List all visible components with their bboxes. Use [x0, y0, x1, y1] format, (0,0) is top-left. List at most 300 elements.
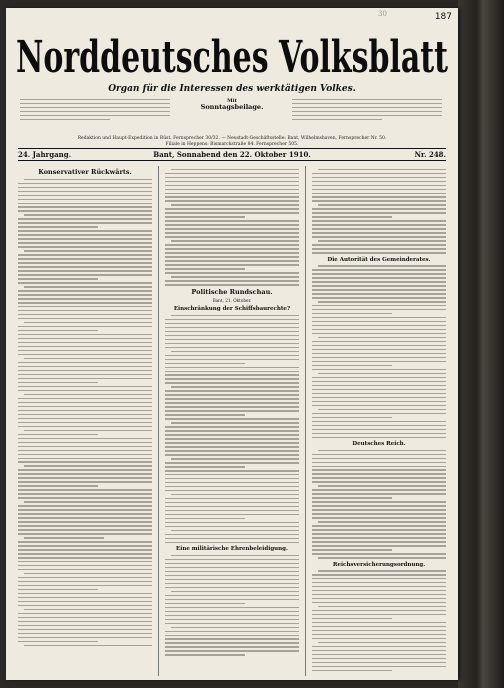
text-line [18, 434, 98, 435]
text-line [18, 422, 152, 423]
text-line [18, 254, 152, 255]
text-line [312, 598, 446, 599]
text-line [165, 599, 299, 600]
text-line [18, 238, 152, 239]
text-line [24, 286, 152, 287]
text-line [165, 526, 299, 527]
text-line [18, 302, 152, 303]
text-line [18, 262, 152, 263]
text-line [318, 169, 446, 170]
text-line [165, 216, 245, 217]
text-line [165, 450, 299, 451]
text-line [312, 248, 446, 249]
text-line [312, 293, 446, 294]
text-line [18, 378, 152, 379]
text-line [165, 454, 299, 455]
text-line [318, 606, 446, 607]
text-line [318, 373, 446, 374]
text-line [312, 658, 446, 659]
text-line [171, 386, 299, 387]
text-line [18, 617, 152, 618]
center-box-line1: Mit [227, 98, 237, 104]
text-line [165, 181, 299, 182]
address-line: Redaktion und Haupt-Expedition in Rüst. Fernsprecher 30/32. — Neustadt-Geschäftsstelle: Bant, Wilhelmshaven, Fernsprecher Nr. 50. [77, 136, 387, 141]
text-line [318, 642, 446, 643]
text-line [312, 236, 446, 237]
text-line [171, 169, 299, 170]
text-line [312, 586, 446, 587]
col3-heading-2: Deutsches Reich. [352, 440, 406, 447]
text-line [312, 610, 446, 611]
text-line [18, 593, 152, 594]
text-line [18, 362, 152, 363]
text-line [312, 578, 446, 579]
text-line [312, 454, 446, 455]
text-line [18, 195, 152, 196]
text-line [18, 597, 152, 598]
text-line [318, 409, 446, 410]
text-line [312, 481, 446, 482]
text-line [165, 542, 299, 543]
text-line [312, 421, 446, 422]
text-line [312, 313, 392, 314]
address-line-2: Filiale in Heppens: Bismarckstraße 84. Fernsprecher 505. [165, 142, 299, 147]
text-line [18, 258, 152, 259]
text-line [318, 337, 446, 338]
text-line [18, 517, 152, 518]
text-line [165, 482, 299, 483]
text-line [312, 224, 446, 225]
text-line [165, 502, 299, 503]
text-line [165, 406, 299, 407]
text-line [312, 185, 446, 186]
text-line [318, 240, 446, 241]
text-line [18, 210, 152, 211]
masthead-title-svg [12, 24, 452, 82]
text-line [18, 294, 152, 295]
text-line [18, 577, 152, 578]
text-line [312, 381, 446, 382]
text-line [18, 469, 152, 470]
text-line [171, 276, 299, 277]
text-line [312, 489, 446, 490]
text-line [165, 244, 299, 245]
text-line [165, 414, 245, 415]
text-line [18, 246, 152, 247]
text-line [18, 621, 152, 622]
text-line [165, 173, 299, 174]
text-line [312, 466, 446, 467]
text-line [165, 583, 299, 584]
text-line [165, 208, 299, 209]
text-line [312, 670, 392, 671]
text-line [18, 633, 152, 634]
text-line [18, 493, 152, 494]
right-info-box [292, 96, 442, 134]
text-line [18, 569, 152, 570]
text-line [165, 268, 245, 269]
text-line [165, 430, 299, 431]
text-line [312, 509, 446, 510]
text-line [165, 474, 299, 475]
text-line [18, 509, 152, 510]
text-line [312, 574, 446, 575]
text-line [312, 173, 446, 174]
text-line [18, 330, 98, 331]
text-line [312, 349, 446, 350]
text-line [18, 234, 152, 235]
text-line [312, 469, 446, 470]
text-line [318, 301, 446, 302]
text-line [165, 264, 299, 265]
text-line [318, 570, 446, 571]
text-line [165, 559, 299, 560]
text-line [165, 335, 299, 336]
text-line [18, 442, 152, 443]
text-line [165, 272, 299, 273]
col3-heading-1: Die Autorität des Gemeinderates. [327, 256, 431, 263]
text-line [165, 355, 299, 356]
text-line [312, 622, 446, 623]
text-line [24, 358, 152, 359]
text-line [165, 595, 299, 596]
text-line [312, 433, 446, 434]
text-line [18, 545, 152, 546]
text-line [312, 525, 446, 526]
text-line [312, 413, 446, 414]
text-line [165, 478, 299, 479]
text-line [312, 208, 446, 209]
text-line [18, 489, 152, 490]
text-line [165, 189, 299, 190]
masthead-title: Norddeutsches Volksblatt [16, 32, 449, 82]
text-line [312, 277, 446, 278]
text-line [165, 611, 299, 612]
col2-heading: Politische Rundschau. [191, 288, 273, 297]
text-line [18, 605, 152, 606]
text-line [18, 274, 152, 275]
text-line [165, 193, 299, 194]
text-line [318, 521, 446, 522]
text-line [165, 177, 299, 178]
text-line [165, 343, 299, 344]
text-line [171, 494, 299, 495]
text-line [312, 497, 392, 498]
text-line [165, 587, 299, 588]
text-line [18, 637, 152, 638]
text-line [165, 410, 299, 411]
text-line [312, 365, 392, 366]
text-line [312, 545, 446, 546]
text-line [312, 630, 446, 631]
archive-stamp: 30 [378, 10, 387, 18]
text-line [165, 248, 299, 249]
text-line [165, 623, 299, 624]
text-line [18, 398, 152, 399]
text-line [165, 367, 299, 368]
text-line [18, 521, 152, 522]
text-line [165, 280, 299, 281]
text-line [18, 533, 152, 534]
text-line [165, 236, 299, 237]
text-line [18, 266, 152, 267]
text-line [18, 625, 152, 626]
text-line [18, 230, 152, 231]
text-line [165, 498, 299, 499]
masthead [12, 24, 452, 82]
text-line [312, 405, 446, 406]
text-line [165, 390, 299, 391]
text-line [312, 393, 446, 394]
text-line [18, 290, 152, 291]
text-line [171, 555, 299, 556]
text-line [18, 454, 152, 455]
text-line [312, 252, 446, 253]
text-line [312, 193, 446, 194]
text-line [312, 232, 446, 233]
text-line [165, 185, 299, 186]
text-line [165, 486, 299, 487]
text-line [18, 473, 152, 474]
text-line [312, 473, 446, 474]
text-line [18, 561, 152, 562]
text-line [312, 618, 392, 619]
text-line [18, 242, 152, 243]
text-line [18, 334, 152, 335]
subtitle: Organ für die Interessen des werktätigen Volkes. [108, 84, 356, 94]
text-line [165, 563, 299, 564]
text-line [165, 638, 299, 639]
text-line [165, 228, 299, 229]
text-line [312, 181, 446, 182]
text-line [165, 438, 299, 439]
text-line [312, 501, 446, 502]
text-line [312, 397, 446, 398]
text-line [312, 317, 446, 318]
text-line [18, 541, 152, 542]
text-line [312, 377, 446, 378]
text-line [18, 589, 98, 590]
text-line [165, 224, 299, 225]
text-line [165, 442, 299, 443]
center-box-line2: Sonntagsbeilage. [200, 103, 264, 111]
text-line [312, 602, 446, 603]
volume: 24. Jahrgang. [18, 150, 72, 159]
text-line [312, 417, 392, 418]
newspaper-page [6, 8, 458, 680]
col3-heading-3: Reichsversicherungsordnung. [332, 561, 426, 568]
text-line [312, 437, 446, 438]
text-line [312, 646, 446, 647]
text-line [165, 650, 299, 651]
text-line [165, 538, 299, 539]
text-line [312, 541, 446, 542]
text-line [18, 446, 152, 447]
text-line [312, 244, 446, 245]
text-line [312, 196, 446, 197]
text-line [312, 549, 392, 550]
text-line [18, 370, 152, 371]
text-line [165, 434, 299, 435]
text-line [318, 204, 446, 205]
text-line [165, 646, 299, 647]
col2-dateline: Bant, 21. Oktober. [212, 298, 252, 304]
text-line [318, 557, 446, 558]
text-line [318, 265, 446, 266]
text-line [312, 273, 446, 274]
text-line [165, 232, 299, 233]
text-line [312, 329, 446, 330]
text-line [312, 361, 446, 362]
text-line [18, 505, 152, 506]
text-line [312, 425, 446, 426]
text-line [18, 450, 152, 451]
text-line [312, 212, 446, 213]
text-line [312, 289, 446, 290]
text-line [312, 533, 446, 534]
text-line [18, 342, 152, 343]
text-line [18, 438, 152, 439]
column-3 [312, 166, 446, 678]
text-line [18, 418, 152, 419]
text-line [165, 635, 299, 636]
text-line [24, 645, 152, 646]
text-line [18, 298, 152, 299]
text-line [312, 228, 446, 229]
text-line [165, 323, 299, 324]
text-line [24, 573, 152, 574]
text-line [165, 522, 299, 523]
text-line [18, 374, 152, 375]
text-line [171, 204, 299, 205]
text-line [18, 183, 152, 184]
text-line [312, 200, 446, 201]
text-line [165, 418, 299, 419]
text-line [165, 327, 299, 328]
bottom-rule [18, 160, 446, 161]
text-line [24, 214, 152, 215]
text-line [18, 557, 152, 558]
text-line [165, 382, 299, 383]
text-line [312, 614, 446, 615]
text-line [18, 326, 152, 327]
text-line [312, 553, 446, 554]
text-line [165, 615, 299, 616]
text-line [165, 212, 299, 213]
text-line [18, 426, 152, 427]
text-line [312, 582, 446, 583]
text-line [171, 591, 299, 592]
text-line [171, 530, 299, 531]
text-line [165, 510, 299, 511]
text-line [312, 357, 446, 358]
text-line [165, 256, 299, 257]
text-line [18, 310, 152, 311]
text-line [18, 601, 152, 602]
text-line [165, 196, 299, 197]
text-line [165, 378, 299, 379]
text-line [18, 513, 152, 514]
text-line [165, 534, 299, 535]
text-line [312, 666, 446, 667]
text-line [18, 346, 152, 347]
text-line [165, 252, 299, 253]
text-line [312, 429, 446, 430]
text-line [165, 220, 299, 221]
text-line [18, 206, 152, 207]
text-line [24, 179, 152, 180]
center-box [194, 98, 270, 110]
text-line [165, 514, 299, 515]
text-line [18, 525, 152, 526]
col2-subheading-2: Eine militärische Ehrenbeleidigung. [176, 546, 288, 553]
text-line [312, 594, 446, 595]
text-line [18, 306, 152, 307]
text-line [165, 200, 299, 201]
text-line [312, 285, 446, 286]
text-line [18, 390, 152, 391]
text-line [312, 662, 446, 663]
text-line [312, 325, 446, 326]
text-line [312, 401, 446, 402]
text-line [165, 619, 299, 620]
text-line [18, 187, 152, 188]
text-line [312, 626, 446, 627]
text-line [312, 369, 446, 370]
text-line [318, 450, 446, 451]
text-line [18, 402, 152, 403]
text-line [165, 402, 299, 403]
text-line [18, 226, 98, 227]
text-line [165, 567, 299, 568]
text-line [312, 333, 446, 334]
text-line [18, 318, 152, 319]
text-line [165, 347, 299, 348]
text-line [18, 477, 152, 478]
text-line [165, 394, 299, 395]
text-line [18, 585, 152, 586]
text-line [312, 638, 446, 639]
text-line [312, 297, 446, 298]
text-line [18, 481, 152, 482]
text-line [312, 177, 446, 178]
text-line [165, 518, 245, 519]
text-line [18, 338, 152, 339]
text-line [312, 305, 446, 306]
text-line [18, 199, 152, 200]
text-line [165, 426, 299, 427]
text-line [312, 537, 446, 538]
text-line [24, 609, 152, 610]
text-line [165, 319, 299, 320]
top-rule [18, 148, 446, 149]
text-line [171, 315, 299, 316]
text-line [18, 497, 152, 498]
column-separator [158, 166, 159, 676]
text-line [165, 331, 299, 332]
text-line [165, 462, 299, 463]
text-line [165, 470, 299, 471]
text-line [18, 529, 152, 530]
col2-subheading: Einschränkung der Schiffsbaurechte? [173, 306, 291, 313]
text-line [18, 314, 152, 315]
text-line [18, 218, 152, 219]
text-line [171, 240, 299, 241]
text-line [18, 581, 152, 582]
text-line [312, 220, 446, 221]
text-line [165, 371, 299, 372]
text-line [18, 270, 152, 271]
